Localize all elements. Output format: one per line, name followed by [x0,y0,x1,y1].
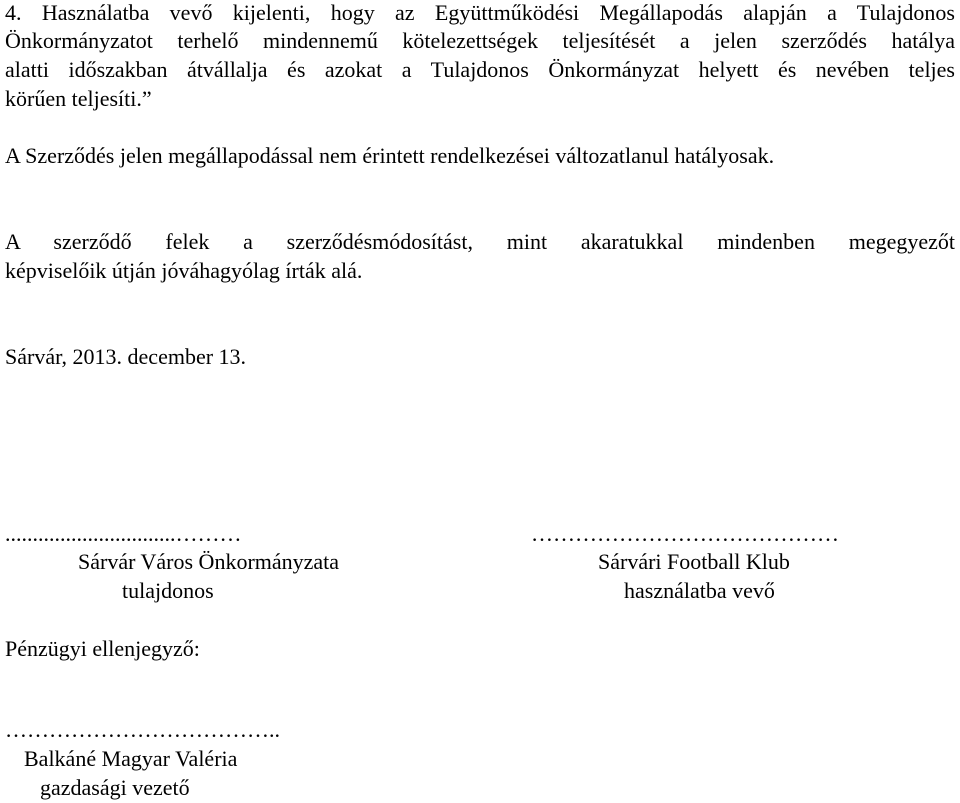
paragraph-signing-line-2: képviselőik útján jóváhagyólag írták alá. [5,258,363,283]
paragraph-4-line-1: 4. Használatba vevő kijelenti, hogy az Együttműködési Megállapodás alapján a Tulajdonos [5,0,955,25]
place-and-date: Sárvár, 2013. december 13. [5,344,247,369]
countersign-label: Pénzügyi ellenjegyző: [5,636,200,661]
signature-line-user: …………………………………… [531,521,839,546]
paragraph-signing-line-1: A szerződő felek a szerződésmódosítást, mint akaratukkal mindenben megegyezőt [5,229,955,254]
signature-line-owner: ...............................……… [5,521,242,546]
signature-role-user: használatba vevő [624,578,775,603]
signature-role-owner: tulajdonos [122,578,214,603]
paragraph-4-line-3: alatti időszakban átvállalja és azokat a Tulajdonos Önkormányzat helyett és nevében teljes [5,57,955,82]
countersign-line: ……………………………….. [5,717,280,742]
paragraph-4-line-2: Önkormányzatot terhelő mindennemű kötelezettségek teljesítését a jelen szerződés hatálya [5,28,955,53]
countersign-role: gazdasági vezető [40,775,190,800]
signature-name-owner: Sárvár Város Önkormányzata [78,549,340,574]
countersign-name: Balkáné Magyar Valéria [24,746,238,771]
paragraph-4-line-4: körűen teljesíti.” [5,86,152,111]
paragraph-unchanged-provisions: A Szerződés jelen megállapodással nem érintett rendelkezései változatlanul hatályosak. [5,143,775,168]
signature-name-user: Sárvári Football Klub [598,549,790,574]
